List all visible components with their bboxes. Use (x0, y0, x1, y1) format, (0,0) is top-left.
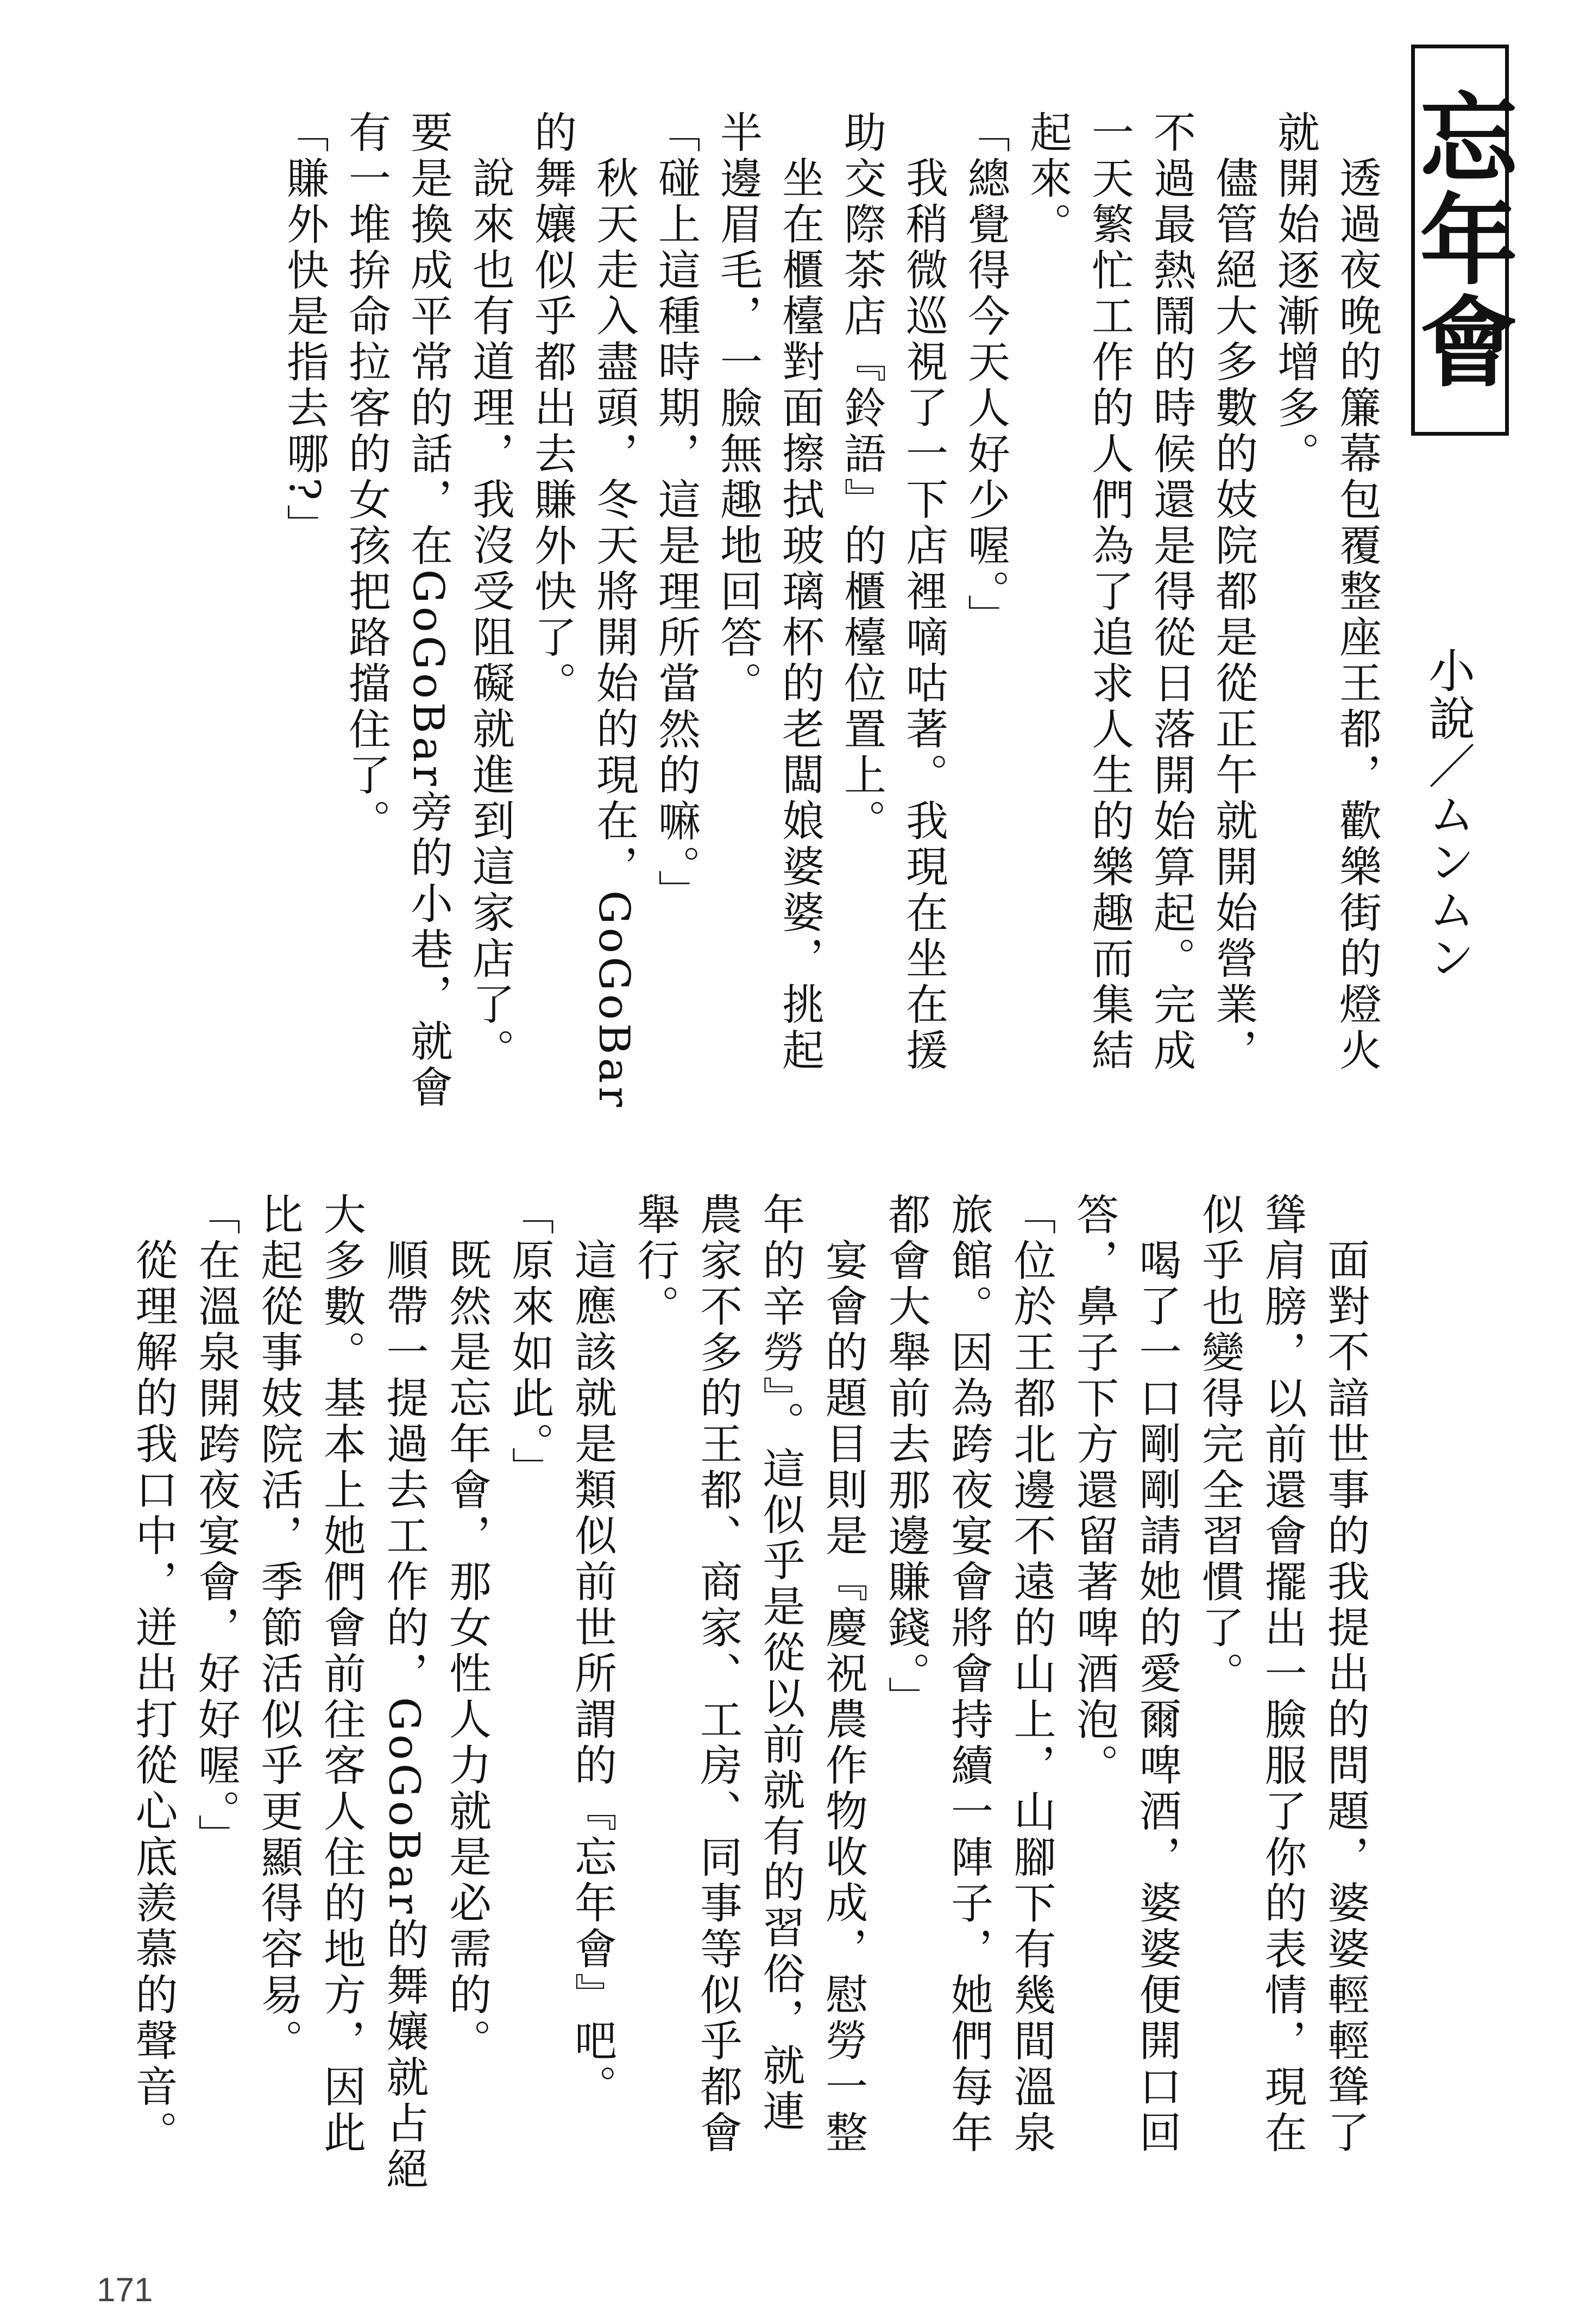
text-column: 農家不多的王都、商家、工房、同事等似乎都會 (693, 1192, 742, 2157)
text-column: 要是換成平常的話，在GoGoBar旁的小巷，就會 (404, 110, 452, 1111)
text-column: 答，鼻子下方還留著啤酒泡。 (1069, 1192, 1118, 1789)
text-column: 我稍微巡視了一下店裡嘀咕著。我現在坐在援 (899, 156, 948, 1074)
text-column: 不過最熱鬧的時候還是得從日落開始算起。完成 (1147, 110, 1195, 1075)
text-column: 面對不諳世事的我提出的問題，婆婆輕輕聳了 (1320, 1238, 1369, 2156)
text-column: 從理解的我口中，迸出打從心底羨慕的聲音。 (128, 1238, 178, 2156)
text-column: 秋天走入盡頭，冬天將開始的現在，GoGoBar (589, 156, 638, 1111)
text-column: 有一堆拚命拉客的女孩把路擋住了。 (342, 110, 391, 845)
text-column: 聳肩膀，以前還會擺出一臉服了你的表情，現在 (1257, 1192, 1307, 2157)
author-credit: 小說／ムンムン (1420, 646, 1475, 981)
text-column: 半邊眉毛，一臉無趣地回答。 (713, 110, 762, 707)
text-column: 起來。 (1023, 110, 1072, 248)
text-block-top (273, 110, 1388, 1111)
text-column: 透過夜晚的簾幕包覆整座王都，歡樂街的燈火 (1332, 156, 1381, 1074)
text-column: 就開始逐漸增多。 (1270, 110, 1319, 478)
text-column: 旅館。因為跨夜宴會將會持續一陣子，她們每年 (944, 1192, 993, 2157)
text-column: 坐在櫃檯對面擦拭玻璃杯的老闆娘婆婆，挑起 (775, 156, 824, 1074)
text-column: 年的辛勞』。這似乎是從以前就有的習俗，就連 (756, 1192, 805, 2135)
text-column: 大多數。基本上她們會前往客人住的地方，因此 (317, 1192, 366, 2157)
text-column: 比起從事妓院活，季節活似乎更顯得容易。 (254, 1192, 303, 2065)
text-column: 這應該就是類似前世所謂的『忘年會』吧。 (568, 1238, 616, 2111)
text-column: 「總覺得今天人好少喔。」 (961, 110, 1010, 640)
text-column: 都會大舉前去那邊賺錢。」 (881, 1192, 930, 1722)
text-column: 一天繁忙工作的人們為了追求人生的樂趣而集結 (1085, 110, 1134, 1075)
page-number: 171 (97, 2271, 153, 2309)
text-column: 喝了一口剛剛請她的愛爾啤酒，婆婆便開口回 (1132, 1238, 1181, 2156)
text-column: 舉行。 (630, 1192, 679, 1330)
text-column: 「位於王都北邊不遠的山上，山腳下有幾間溫泉 (1006, 1192, 1056, 2157)
text-column: 既然是忘年會，那女性人力就是必需的。 (442, 1238, 491, 2064)
text-column: 順帶一提過去工作的，GoGoBar的舞孃就占絕 (379, 1238, 429, 2193)
text-column: 助交際茶店『鈴語』的櫃檯位置上。 (837, 110, 886, 845)
text-column: 宴會的題目則是『慶祝農作物收成，慰勞一整 (819, 1238, 867, 2156)
text-block-bottom (121, 1192, 1376, 2193)
text-column: 說來也有道理，我沒受阻礙就進到這家店了。 (465, 156, 514, 1074)
story-title: 忘年會 (1411, 45, 1509, 436)
text-column: 儘管絕大多數的妓院都是從正午就開始營業， (1209, 156, 1257, 1074)
text-column: 「賺外快是指去哪?」 (280, 110, 329, 550)
text-column: 似乎也變得完全習慣了。 (1195, 1192, 1244, 1698)
text-column: 「碰上這種時期，這是理所當然的嘛。」 (651, 110, 700, 915)
text-column: 「原來如此。」 (505, 1192, 554, 1493)
text-column: 的舞孃似乎都出去賺外快了。 (527, 110, 576, 707)
text-column: 「在溫泉開跨夜宴會，好好喔。」 (191, 1192, 240, 1860)
